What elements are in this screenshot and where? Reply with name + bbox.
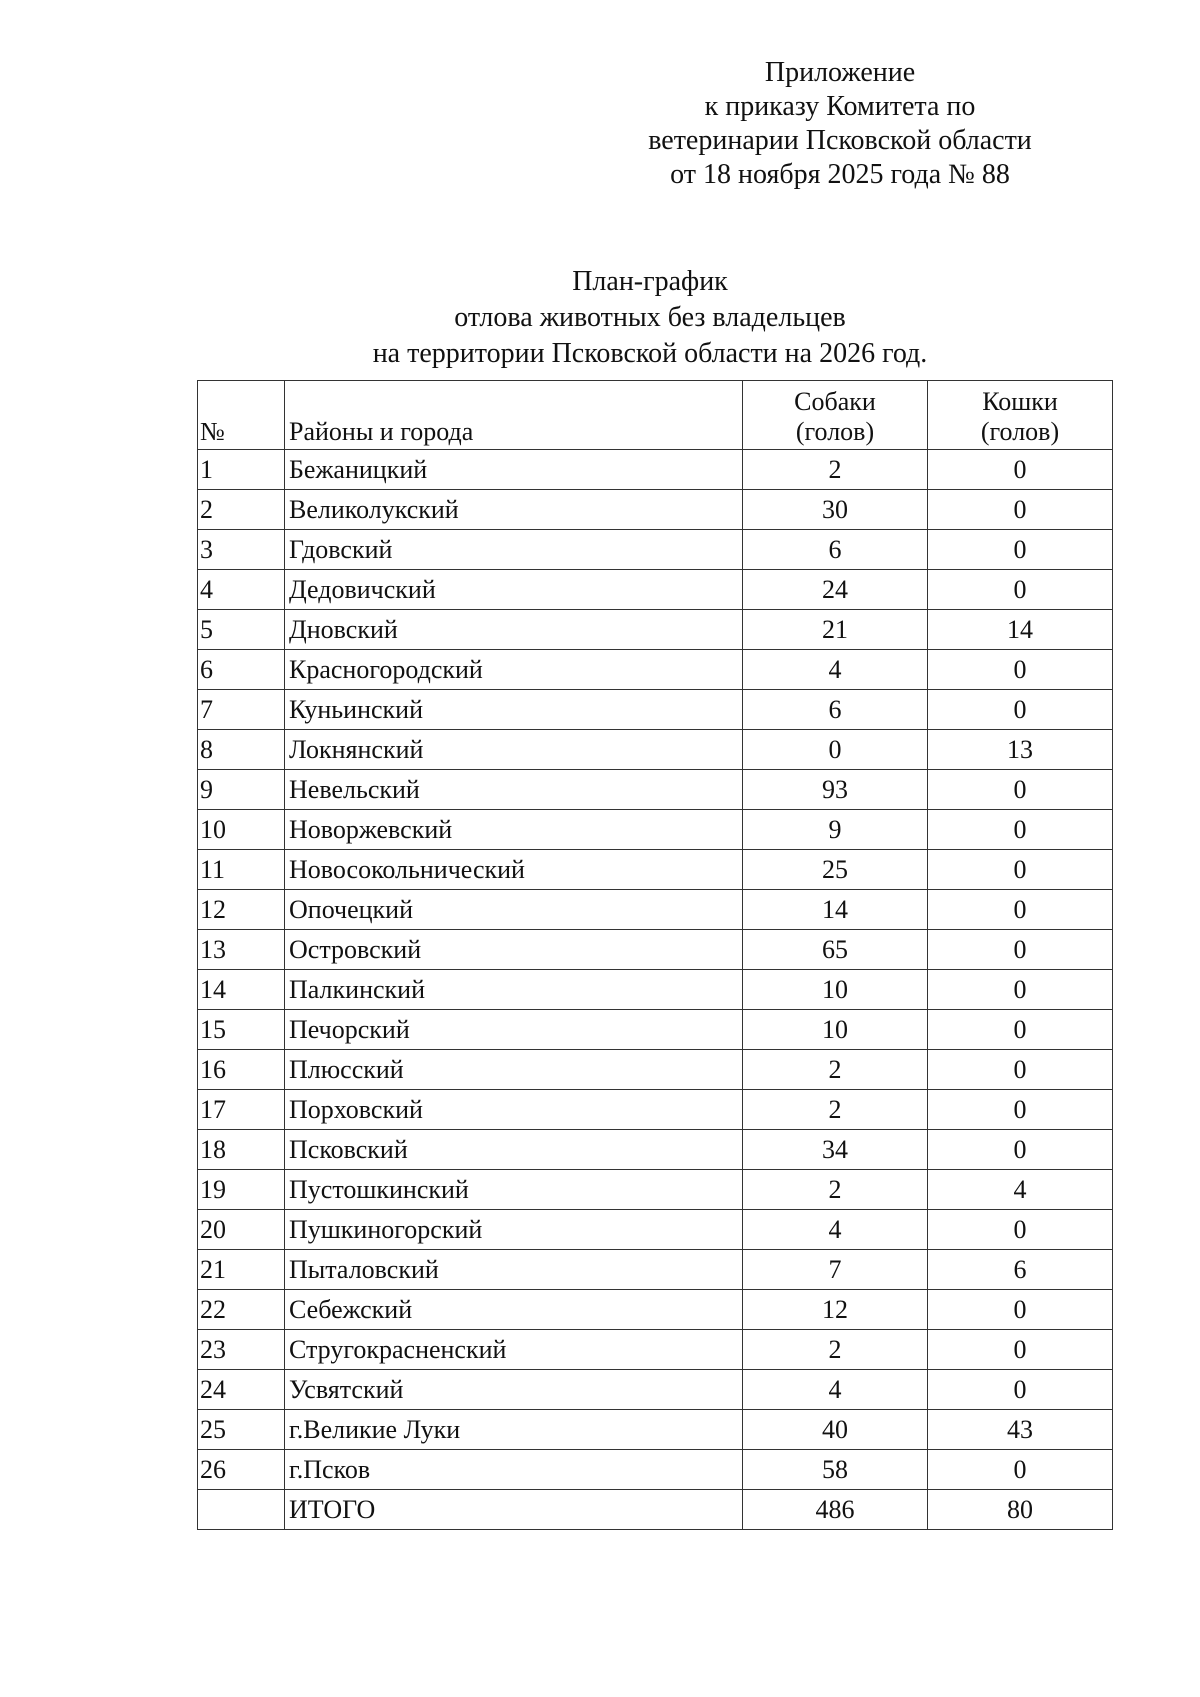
cell-dogs: 2 (743, 450, 928, 490)
cell-district: Печорский (285, 1010, 743, 1050)
cell-cats: 0 (928, 570, 1113, 610)
cell-number (198, 1490, 285, 1530)
cell-cats: 0 (928, 1050, 1113, 1090)
table-row (198, 530, 1113, 570)
appendix-line: к приказу Комитета по (704, 91, 976, 122)
table-row (198, 810, 1113, 850)
cell-cats: 14 (928, 610, 1113, 650)
cell-number: 21 (198, 1250, 285, 1290)
cell-district: Великолукский (285, 490, 743, 530)
cell-district: Псковский (285, 1130, 743, 1170)
cell-cats: 0 (928, 1290, 1113, 1330)
table-row (198, 490, 1113, 530)
cell-number: 7 (198, 690, 285, 730)
cell-cats: 4 (928, 1170, 1113, 1210)
appendix-line: Приложение (764, 57, 916, 88)
table-row (198, 1050, 1113, 1090)
cell-number: 8 (198, 730, 285, 770)
table-row (198, 1210, 1113, 1250)
cell-district: Дедовичский (285, 570, 743, 610)
cell-cats: 0 (928, 770, 1113, 810)
cell-number: 24 (198, 1370, 285, 1410)
table-row (198, 890, 1113, 930)
cell-district: Стругокрасненский (285, 1330, 743, 1370)
table-total-row (198, 1490, 1113, 1530)
appendix-line: от 18 ноября 2025 года № 88 (670, 159, 1010, 190)
cell-district: г.Псков (285, 1450, 743, 1490)
cell-district: Новосокольнический (285, 850, 743, 890)
cell-district: Красногородский (285, 650, 743, 690)
cell-dogs: 14 (743, 890, 928, 930)
title-line: отлова животных без владельцев (454, 302, 846, 333)
cell-dogs: 10 (743, 1010, 928, 1050)
cell-dogs: 2 (743, 1330, 928, 1370)
cell-number: 26 (198, 1450, 285, 1490)
table-row (198, 1170, 1113, 1210)
cell-dogs: 486 (743, 1490, 928, 1530)
table-row (198, 1290, 1113, 1330)
table-row (198, 930, 1113, 970)
cell-cats: 0 (928, 490, 1113, 530)
cell-dogs: 30 (743, 490, 928, 530)
cell-cats: 13 (928, 730, 1113, 770)
cell-cats: 43 (928, 1410, 1113, 1450)
table-row (198, 770, 1113, 810)
cell-district: Куньинский (285, 690, 743, 730)
cell-cats: 0 (928, 1130, 1113, 1170)
cell-cats: 0 (928, 1090, 1113, 1130)
cell-dogs: 9 (743, 810, 928, 850)
cell-dogs: 58 (743, 1450, 928, 1490)
cell-number: 5 (198, 610, 285, 650)
cell-cats: 0 (928, 530, 1113, 570)
table-row (198, 1410, 1113, 1450)
cell-dogs: 40 (743, 1410, 928, 1450)
appendix-header (560, 56, 1120, 192)
cell-dogs: 65 (743, 930, 928, 970)
cell-dogs: 12 (743, 1290, 928, 1330)
cell-cats: 0 (928, 1450, 1113, 1490)
cell-number: 3 (198, 530, 285, 570)
cell-dogs: 93 (743, 770, 928, 810)
cell-cats: 0 (928, 890, 1113, 930)
cell-number: 2 (198, 490, 285, 530)
title-line: на территории Псковской области на 2026 год. (372, 338, 928, 369)
table-row (198, 1330, 1113, 1370)
table-header-row (198, 381, 1113, 450)
cell-district: Новоржевский (285, 810, 743, 850)
table-row (198, 1010, 1113, 1050)
cell-number: 10 (198, 810, 285, 850)
table-row (198, 1250, 1113, 1290)
cell-cats: 0 (928, 450, 1113, 490)
cell-dogs: 21 (743, 610, 928, 650)
cell-number: 13 (198, 930, 285, 970)
cell-cats: 0 (928, 1370, 1113, 1410)
cell-district: Бежаницкий (285, 450, 743, 490)
document-title (250, 264, 1050, 372)
cell-dogs: 2 (743, 1050, 928, 1090)
table-row (198, 1090, 1113, 1130)
cell-district: Себежский (285, 1290, 743, 1330)
cell-number: 20 (198, 1210, 285, 1250)
cell-dogs: 6 (743, 530, 928, 570)
cell-number: 17 (198, 1090, 285, 1130)
cell-cats: 0 (928, 810, 1113, 850)
cell-number: 12 (198, 890, 285, 930)
table-row (198, 970, 1113, 1010)
cell-district: Островский (285, 930, 743, 970)
header-dogs (743, 381, 928, 450)
header-cats-label: Кошки (982, 387, 1058, 416)
cell-district: Порховский (285, 1090, 743, 1130)
cell-district: Невельский (285, 770, 743, 810)
cell-dogs: 4 (743, 650, 928, 690)
cell-district: Локнянский (285, 730, 743, 770)
cell-district: Усвятский (285, 1370, 743, 1410)
table-body (198, 450, 1113, 1530)
cell-number: 16 (198, 1050, 285, 1090)
cell-district: ИТОГО (285, 1490, 743, 1530)
cell-cats: 0 (928, 1330, 1113, 1370)
cell-dogs: 34 (743, 1130, 928, 1170)
cell-number: 19 (198, 1170, 285, 1210)
cell-dogs: 2 (743, 1090, 928, 1130)
table-row (198, 1370, 1113, 1410)
table-row (198, 1130, 1113, 1170)
table-row (198, 850, 1113, 890)
cell-dogs: 24 (743, 570, 928, 610)
cell-dogs: 4 (743, 1210, 928, 1250)
cell-dogs: 7 (743, 1250, 928, 1290)
appendix-line: ветеринарии Псковской области (648, 125, 1032, 156)
cell-district: Плюсский (285, 1050, 743, 1090)
cell-cats: 0 (928, 970, 1113, 1010)
table-row (198, 610, 1113, 650)
table-row (198, 450, 1113, 490)
cell-dogs: 4 (743, 1370, 928, 1410)
cell-district: Опочецкий (285, 890, 743, 930)
cell-district: Пушкиногорский (285, 1210, 743, 1250)
cell-district: Пустошкинский (285, 1170, 743, 1210)
cell-dogs: 2 (743, 1170, 928, 1210)
cell-dogs: 25 (743, 850, 928, 890)
table-row (198, 690, 1113, 730)
cell-number: 6 (198, 650, 285, 690)
cell-district: Пыталовский (285, 1250, 743, 1290)
cell-dogs: 0 (743, 730, 928, 770)
cell-number: 9 (198, 770, 285, 810)
plan-table (197, 380, 1113, 1530)
cell-number: 18 (198, 1130, 285, 1170)
cell-number: 11 (198, 850, 285, 890)
cell-district: г.Великие Луки (285, 1410, 743, 1450)
cell-district: Дновский (285, 610, 743, 650)
cell-number: 22 (198, 1290, 285, 1330)
header-district: Районы и города (285, 381, 743, 450)
cell-cats: 0 (928, 930, 1113, 970)
cell-number: 1 (198, 450, 285, 490)
cell-cats: 0 (928, 650, 1113, 690)
cell-number: 15 (198, 1010, 285, 1050)
table-row (198, 730, 1113, 770)
cell-number: 23 (198, 1330, 285, 1370)
cell-cats: 0 (928, 1010, 1113, 1050)
cell-district: Гдовский (285, 530, 743, 570)
header-number: № (198, 381, 285, 450)
cell-number: 4 (198, 570, 285, 610)
table-row (198, 650, 1113, 690)
cell-dogs: 10 (743, 970, 928, 1010)
table-row (198, 1450, 1113, 1490)
header-cats-unit: (голов) (980, 417, 1060, 446)
cell-cats: 0 (928, 850, 1113, 890)
cell-cats: 0 (928, 690, 1113, 730)
cell-dogs: 6 (743, 690, 928, 730)
cell-cats: 6 (928, 1250, 1113, 1290)
cell-number: 14 (198, 970, 285, 1010)
cell-district: Палкинский (285, 970, 743, 1010)
header-dogs-label: Собаки (794, 387, 876, 416)
header-dogs-unit: (голов) (795, 417, 875, 446)
header-cats (928, 381, 1113, 450)
cell-cats: 80 (928, 1490, 1113, 1530)
cell-cats: 0 (928, 1210, 1113, 1250)
table-row (198, 570, 1113, 610)
title-line: План-график (572, 266, 728, 297)
cell-number: 25 (198, 1410, 285, 1450)
